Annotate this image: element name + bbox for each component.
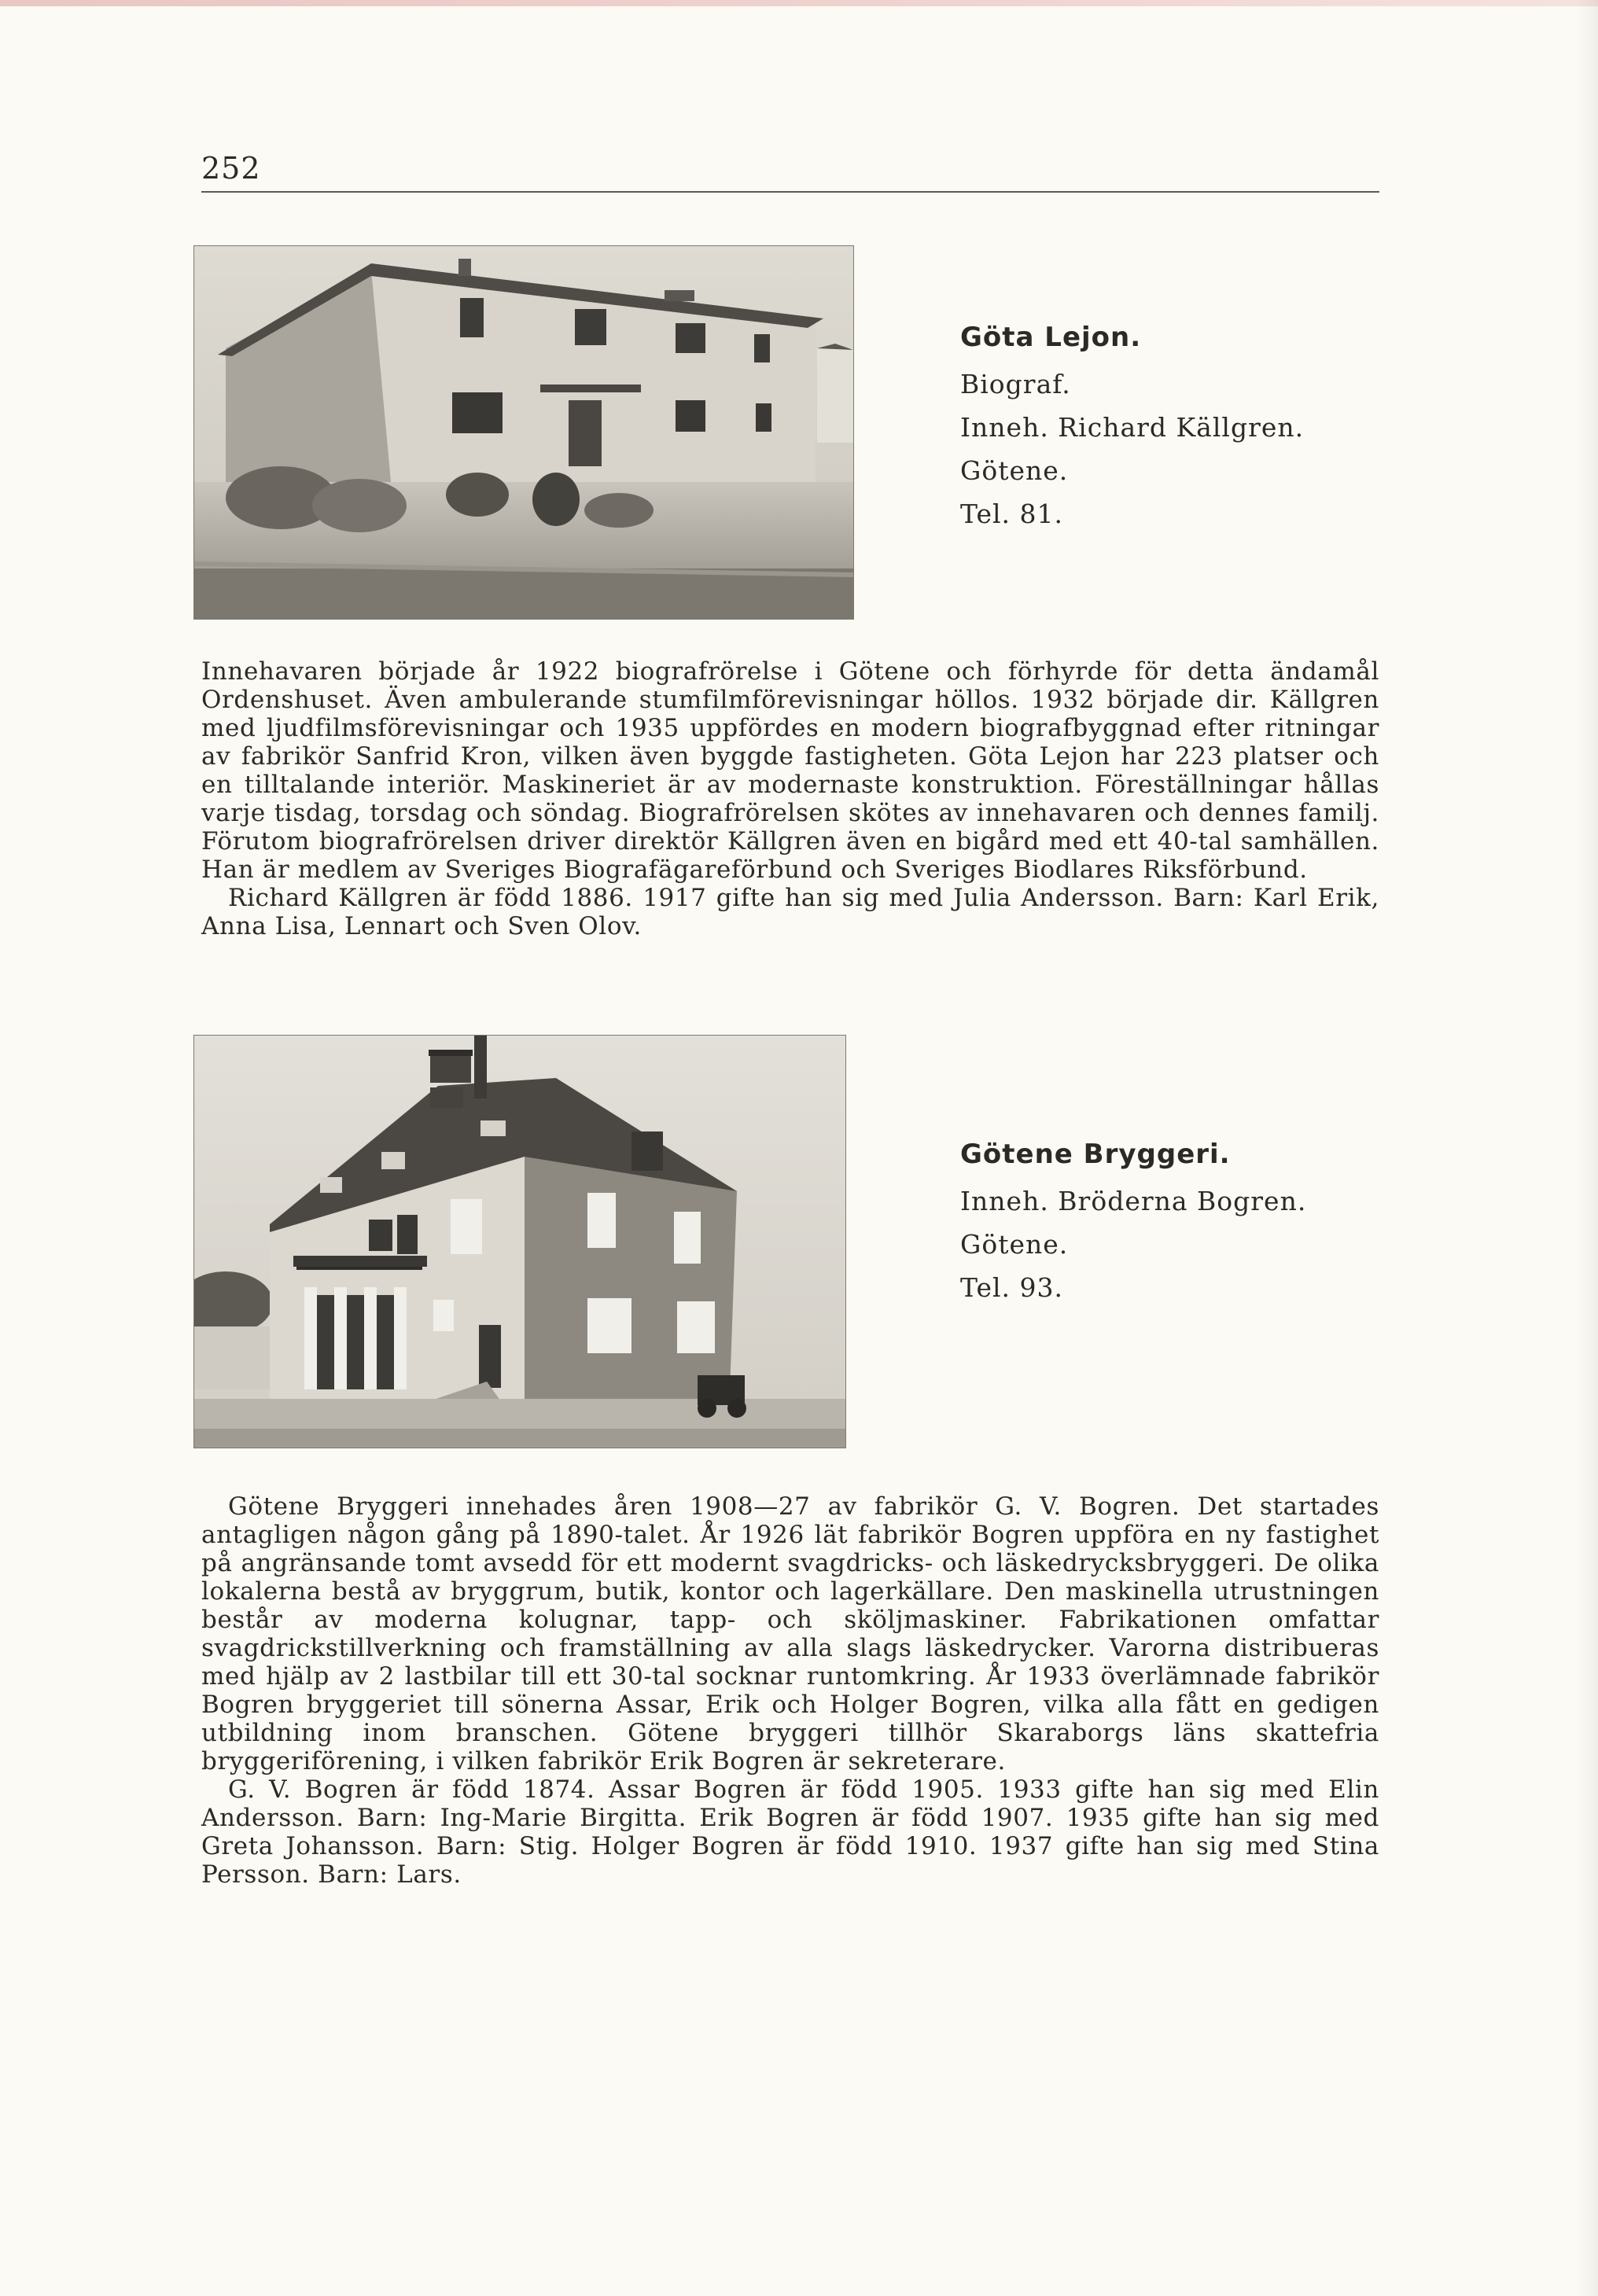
- entry-caption-gotene-bryggeri: [960, 1133, 1306, 1309]
- body-paragraph: G. V. Bogren är född 1874. Assar Bogren är född 1905. 1933 gifte han sig med Elin Andersson. Barn: Ing-Marie Birgitta. Erik Bogren är född 1907. 1935 gifte han sig med Greta Johansson. Barn: Stig. Holger Bogren är född 1910. 1937 gifte han sig med Stina Persson. Barn: Lars.: [201, 1775, 1379, 1889]
- entry-title: Göta Lejon.: [960, 322, 1142, 353]
- caption-line: Inneh. Bröderna Bogren.: [960, 1186, 1307, 1216]
- page-number: 252: [201, 151, 261, 186]
- caption-line: Götene.: [960, 455, 1069, 486]
- body-paragraph: Richard Källgren är född 1886. 1917 gifte han sig med Julia Andersson. Barn: Karl Erik, Anna Lisa, Lennart och Sven Olov.: [201, 884, 1379, 940]
- caption-line: Biograf.: [960, 369, 1071, 399]
- body-paragraph: Götene Bryggeri innehades åren 1908—27 av fabrikör G. V. Bogren. Det startades antagligen någon gång på 1890-talet. År 1926 lät fabrikör Bogren uppföra en ny fastighet på angränsande tomt avsedd för ett modernt svagdricks- och läskedrycksbryggeri. De olika lokalerna bestå av bryggrum, butik, kontor och lagerkällare. Den maskinella utrustningen består av moderna kolugnar, tapp- och sköljmaskiner. Fabrikationen omfattar svagdrickstillverkning och framställning av alla slags läskedrycker. Varorna distribueras med hjälp av 2 lastbilar till ett 30-tal socknar runtomkring. År 1933 överlämnade fabrikör Bogren bryggeriet till sönerna Assar, Erik och Holger Bogren, vilka alla fått en gedigen utbildning inom branschen. Götene bryggeri tillhör Skaraborgs läns skattefria bryggeriförening, i vilken fabrikör Erik Bogren är sekreterare.: [201, 1492, 1379, 1775]
- entry-body-gota-lejon: [201, 657, 1379, 940]
- body-paragraph: Innehavaren började år 1922 biografrörelse i Götene och förhyrde för detta ändamål Ordenshuset. Även ambulerande stumfilmförevisningar höllos. 1932 började dir. Källgren med ljudfilmsförevisningar och 1935 uppfördes en modern biografbyggnad efter ritningar av fabrikör Sanfrid Kron, vilken även byggde fastigheten. Göta Lejon har 223 platser och en tilltalande interiör. Maskineriet är av modernaste konstruktion. Föreställningar hållas varje tisdag, torsdag och söndag. Biografrörelsen skötes av innehavaren och dennes familj. Förutom biografrörelsen driver direktör Källgren även en bigård med ett 40-tal samhällen. Han är medlem av Sveriges Biografägareförbund och Sveriges Biodlares Riksförbund.: [201, 657, 1379, 884]
- sheet-right-shadow: [1578, 0, 1598, 2296]
- header-rule: [201, 191, 1379, 193]
- sheet-top-edge: [0, 0, 1598, 6]
- entry-body-gotene-bryggeri: [201, 1492, 1379, 1889]
- entry-caption-gota-lejon: [960, 316, 1304, 535]
- entry-title: Götene Bryggeri.: [960, 1139, 1231, 1170]
- caption-line: Götene.: [960, 1229, 1069, 1260]
- caption-line: Tel. 93.: [960, 1272, 1063, 1303]
- caption-line: Inneh. Richard Källgren.: [960, 412, 1305, 443]
- cinema-building-photo: [193, 245, 854, 620]
- brewery-building-photo: [193, 1035, 846, 1448]
- caption-line: Tel. 81.: [960, 499, 1063, 529]
